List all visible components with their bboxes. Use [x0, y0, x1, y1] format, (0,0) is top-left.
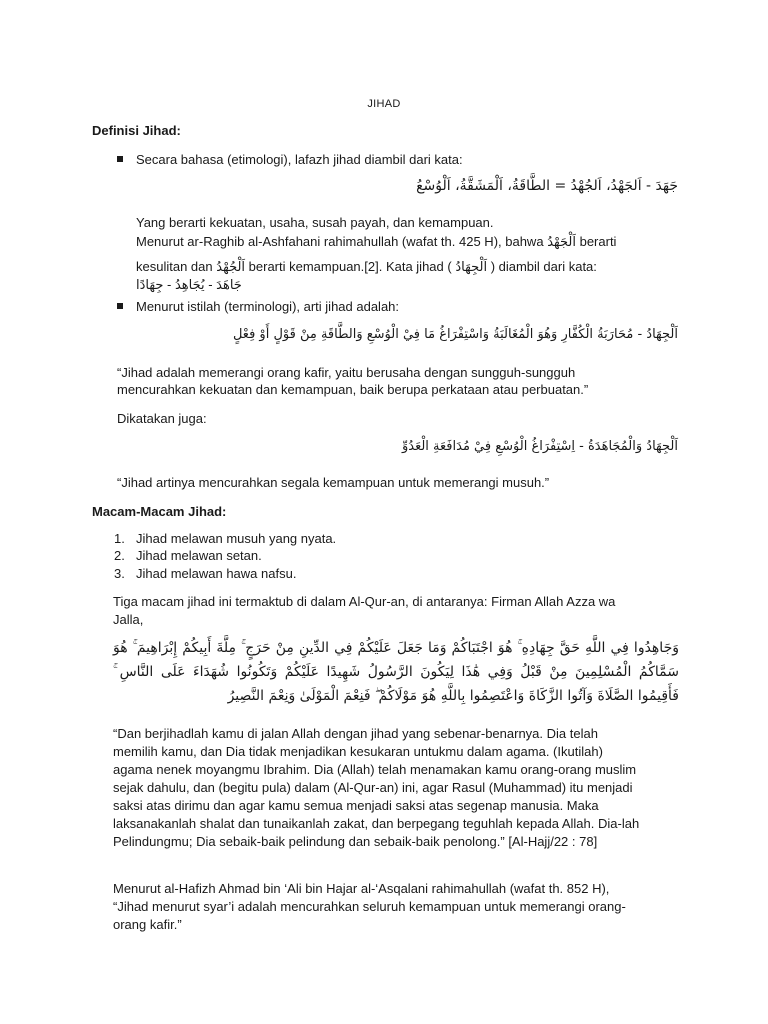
hafizh-line: “Jihad menurut syar’i adalah mencurahkan seluruh kemampuan untuk memerangi orang- — [113, 899, 626, 914]
list-item: Jihad melawan hawa nafsu. — [136, 566, 297, 581]
kesulitan-mid: berarti kemampuan.[2]. Kata jihad ( — [248, 259, 452, 274]
intro-line-2: Jalla, — [113, 612, 144, 627]
translation-line: sejak dahulu, dan (begitu pula) dalam (Al-Qur-an) ini, agar Rasul (Muhammad) itu menjadi — [113, 780, 633, 795]
bullet-marker — [117, 156, 123, 162]
list-number: 1. — [114, 531, 125, 546]
raghib-line — [136, 233, 676, 251]
hafizh-line: Menurut al-Hafizh Ahmad bin ‘Ali bin Hajar al-‘Asqalani rahimahullah (wafat th. 852 H), — [113, 881, 610, 896]
istilah-text: Menurut istilah (terminologi), arti jihad adalah: — [136, 299, 400, 314]
list-item: Jihad melawan setan. — [136, 548, 262, 563]
intro-line-1: Tiga macam jihad ini termaktub di dalam Al-Qur-an, di antaranya: Firman Allah Azza wa — [113, 594, 616, 609]
meaning-text: Yang berarti kekuatan, usaha, susah payah, dan kemampuan. — [136, 215, 494, 230]
small-arabic: جَاهَدَ - يُجَاهِدُ - جِهَادًا — [136, 277, 242, 292]
quote-1-line-2: mencurahkan kekuatan dan kemampuan, baik berupa perkataan atau perbuatan.” — [117, 382, 589, 397]
istilah-arabic: اَلْجِهَادُ - مُحَارَبَةُ الْكُفَّارِ وَهُوَ الْمُغَالَبَةُ وَاسْتِفْرَاغُ مَا فِيْ الْوُسْعِ وَالطَّاقَةِ مِنْ قَوْلٍ أَوْ فِعْلٍ — [232, 327, 678, 342]
hafizh-line: orang kafir.” — [113, 917, 182, 932]
translation-line: Pelindungmu; Dia sebaik-baik pelindung dan sebaik-baik penolong.” [Al-Hajj/22 : 78] — [113, 834, 598, 849]
arabic-3: اَلْجِهَادُ وَالْمُجَاهَدَةُ - اِسْتِفْرَاغُ الْوُسْعِ فِيْ مُدَافَعَةِ الْعَدُوِّ — [401, 439, 678, 454]
raghib-post-1: berarti — [579, 234, 617, 249]
quote-1-line-1: “Jihad adalah memerangi orang kafir, yaitu berusaha dengan sungguh-sungguh — [117, 365, 576, 380]
raghib-pre: Menurut ar-Raghib al-Ashfahani rahimahullah (wafat th. 425 H), bahwa — [136, 234, 544, 249]
translation-line: memilih kamu, dan Dia tidak menjadikan kesukaran untukmu dalam agama. (Ikutilah) — [113, 744, 603, 759]
translation-line: laksanakanlah shalat dan tunaikanlah zakat, dan berpegang teguhlah kepada Allah. Dia-lah — [113, 816, 640, 831]
translation-line: “Dan berjihadlah kamu di jalan Allah dengan jihad yang sebenar-benarnya. Dia telah — [113, 726, 598, 741]
bullet-marker — [117, 303, 123, 309]
raghib-word-1: اَلْجَهْدُ — [547, 235, 576, 250]
heading-macam: Macam-Macam Jihad: — [92, 504, 227, 519]
kesulitan-post: ) diambil dari kata: — [490, 259, 597, 274]
translation-line: agama nenek moyangmu Ibrahim. Dia (Allah) telah menamakan kamu orang-orang muslim — [113, 762, 637, 777]
document-title: JIHAD — [367, 98, 401, 110]
kesulitan-line — [136, 258, 676, 276]
translation-line: saksi atas dirimu dan agar kamu semua menjadi saksi atas segenap manusia. Maka — [113, 798, 599, 813]
bahasa-text: Secara bahasa (etimologi), lafazh jihad diambil dari kata: — [136, 152, 463, 167]
list-number: 2. — [114, 548, 125, 563]
bahasa-arabic: جَهَدَ - اَلجَهْدُ، اَلجُهْدُ = الطَّاقَةُ، اَلْمَشَقَّةُ، اَلْوُسْعُ — [416, 178, 678, 194]
kesulitan-pre: kesulitan dan — [136, 259, 213, 274]
dikatakan-text: Dikatakan juga: — [117, 411, 207, 426]
raghib-word-3: اَلْجِهَادُ — [455, 260, 488, 275]
quote-2: “Jihad artinya mencurahkan segala kemampuan untuk memerangi musuh.” — [117, 475, 550, 490]
raghib-word-2: اَلْجُهْدُ — [216, 260, 246, 275]
list-number: 3. — [114, 566, 125, 581]
list-item: Jihad melawan musuh yang nyata. — [136, 531, 337, 546]
quran-ayat: وَجَاهِدُوا فِي اللَّهِ حَقَّ جِهَادِهِ ۚ هُوَ اجْتَبَاكُمْ وَمَا جَعَلَ عَلَيْكُمْ فِي الدِّينِ مِنْ حَرَجٍ ۚ مِلَّةَ أَبِيكُمْ إِبْرَاهِيمَ ۚ هُوَ سَمَّاكُمُ الْمُسْلِمِينَ مِنْ قَبْلُ وَفِي هَٰذَا لِيَكُونَ الرَّسُولُ شَهِيدًا عَلَيْكُمْ وَتَكُونُوا شُهَدَاءَ عَلَى النَّاسِ ۚ فَأَقِيمُوا الصَّلَاةَ وَآتُوا الزَّكَاةَ وَاعْتَصِمُوا بِاللَّهِ هُوَ مَوْلَاكُمْ ۖ فَنِعْمَ الْمَوْلَىٰ وَنِعْمَ النَّصِيرُ — [113, 640, 679, 704]
heading-definisi: Definisi Jihad: — [92, 123, 181, 138]
